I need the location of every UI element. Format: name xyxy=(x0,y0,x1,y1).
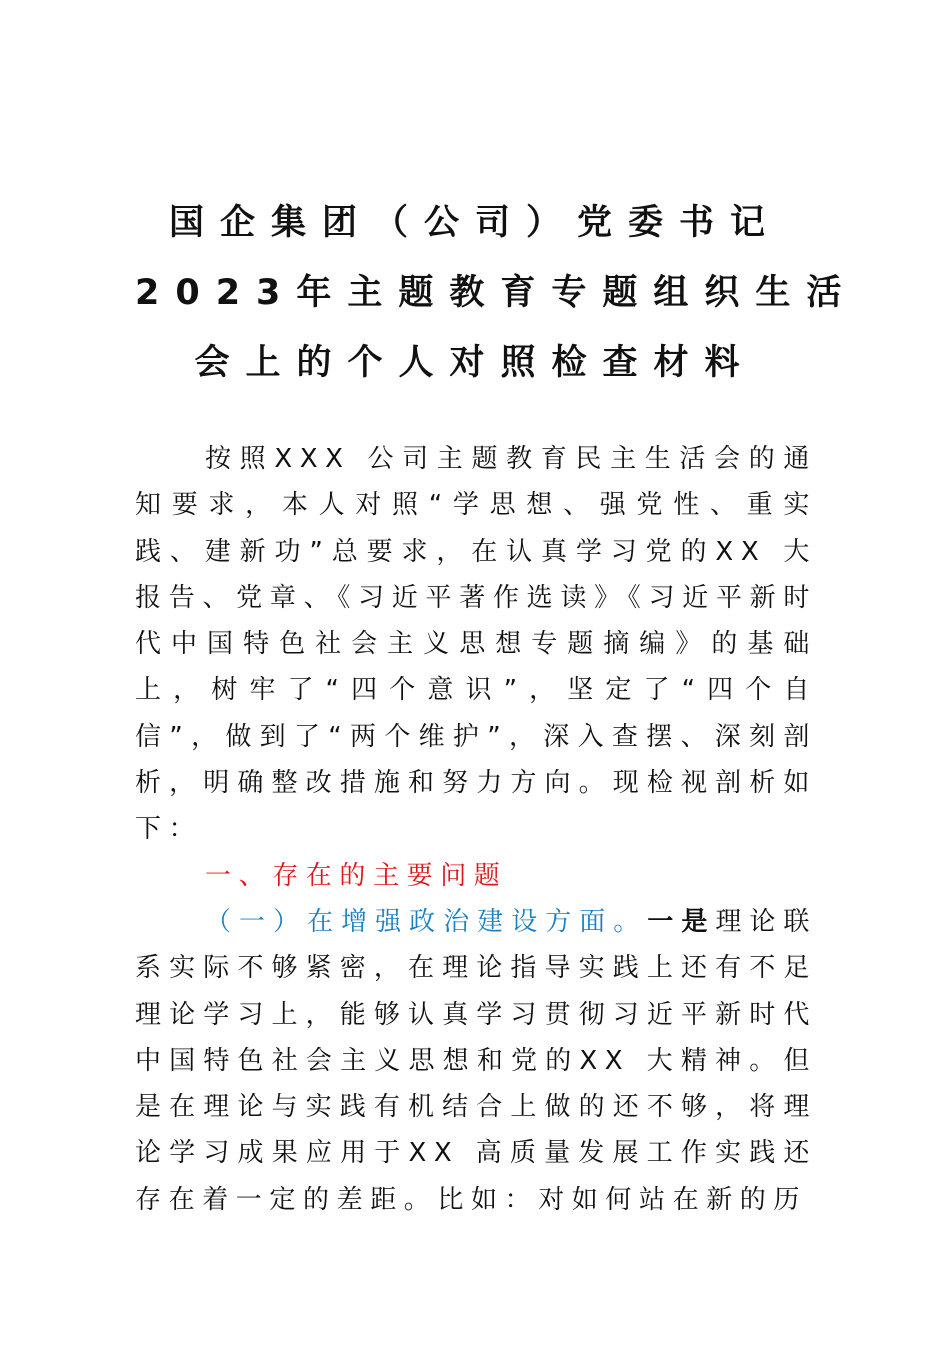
section-heading: 一、存在的主要问题 xyxy=(205,860,508,891)
document-title xyxy=(135,188,858,398)
subsection-label: （一）在增强政治建设方面。 xyxy=(205,906,648,937)
document-body xyxy=(135,436,817,1223)
title-line-3: 会上的个人对照检查材料 xyxy=(194,343,756,383)
title-line-1: 国企集团（公司）党委书记 xyxy=(168,203,781,243)
title-line-2: 2023年主题教育专题组织生活 xyxy=(135,273,858,313)
subsection-text: 理论联系实际不够紧密，在理论指导实践上还有不足理论学习上，能够认真学习贯彻习近平新时代中国特色社会主义思想和党的XX 大精神。但是在理论与实践有机结合上做的还不够，将理论学习成果应用于XX 高质量发展工作实践还存在着一定的差距。比如：对如何站在新的历 xyxy=(135,906,817,1215)
bold-lead: 一是 xyxy=(647,906,716,937)
intro-paragraph: 按照XXX 公司主题教育民主生活会的通知要求，本人对照“学思想、强党性、重实践、建新功”总要求，在认真学习党的XX 大报告、党章、《习近平著作选读》《习近平新时代中国特色社会主义思想专题摘编》的基础上，树牢了“四个意识”，坚定了“四个自信”，做到了“两个维护”，深入查摆、深刻剖析，明确整改措施和努力方向。现检视剖析如下： xyxy=(135,444,817,845)
subsection-paragraph xyxy=(135,899,817,1223)
